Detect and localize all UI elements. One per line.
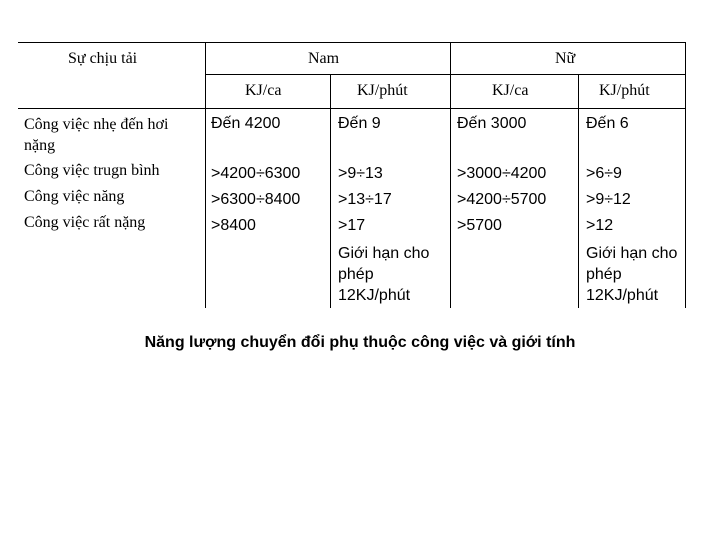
table-right-border: [685, 42, 686, 308]
cells-female-shift: [457, 161, 546, 239]
cell-very-heavy-male-minute: >17: [338, 217, 366, 234]
cell-light-male-minute: Đến 9: [338, 115, 381, 132]
header-female: Nữ: [555, 50, 576, 67]
header-unit-female-shift: KJ/ca: [492, 82, 529, 99]
cell-heavy-female-shift: >4200÷5700: [457, 191, 547, 208]
cell-medium-male-minute: >9÷13: [338, 165, 383, 182]
cell-light-male-shift: Đến 4200: [211, 115, 281, 132]
male-minute-limit-note: Giới hạn cho phép 12KJ/phút: [338, 245, 430, 304]
column-divider-female-units: [578, 74, 579, 308]
column-divider-male-units: [330, 74, 331, 308]
cell-light-female-shift: Đến 3000: [457, 115, 527, 132]
cell-light-female-minute: Đến 6: [586, 115, 629, 132]
cell-very-heavy-male-shift: >8400: [211, 217, 256, 234]
cell-medium-male-shift: >4200÷6300: [211, 165, 301, 182]
work-label-very-heavy: Công việc rất nặng: [24, 214, 146, 231]
cell-medium-female-shift: >3000÷4200: [457, 165, 547, 182]
column-divider-gender: [450, 42, 451, 308]
column-divider-load: [205, 42, 206, 308]
cell-very-heavy-female-minute: >12: [586, 217, 614, 234]
cell-medium-female-minute: >6÷9: [586, 165, 622, 182]
cells-male-minute: [338, 161, 392, 239]
cell-heavy-male-shift: >6300÷8400: [211, 191, 301, 208]
cell-very-heavy-female-shift: >5700: [457, 217, 502, 234]
work-label-medium: Công việc trugn bình: [24, 162, 160, 179]
cell-heavy-female-minute: >9÷12: [586, 191, 631, 208]
table-top-border: [18, 42, 686, 43]
header-unit-male-shift: KJ/ca: [245, 82, 282, 99]
cells-male-shift: [211, 161, 300, 239]
cell-heavy-male-minute: >13÷17: [338, 191, 392, 208]
header-unit-male-minute: KJ/phút: [357, 82, 408, 99]
work-labels-heavier: [24, 158, 160, 236]
header-subdivider: [205, 74, 686, 75]
header-unit-female-minute: KJ/phút: [599, 82, 650, 99]
header-bottom-border: [18, 108, 686, 109]
table-caption: Năng lượng chuyển đổi phụ thuộc công việc và giới tính: [144, 334, 576, 351]
header-load: Sự chịu tải: [68, 50, 138, 67]
work-label-light: Công việc nhẹ đến hơi nặng: [24, 116, 169, 154]
header-male: Nam: [308, 50, 340, 67]
female-minute-limit-note: Giới hạn cho phép 12KJ/phút: [586, 245, 678, 304]
cells-female-minute: [586, 161, 631, 239]
work-label-heavy: Công việc năng: [24, 188, 125, 205]
